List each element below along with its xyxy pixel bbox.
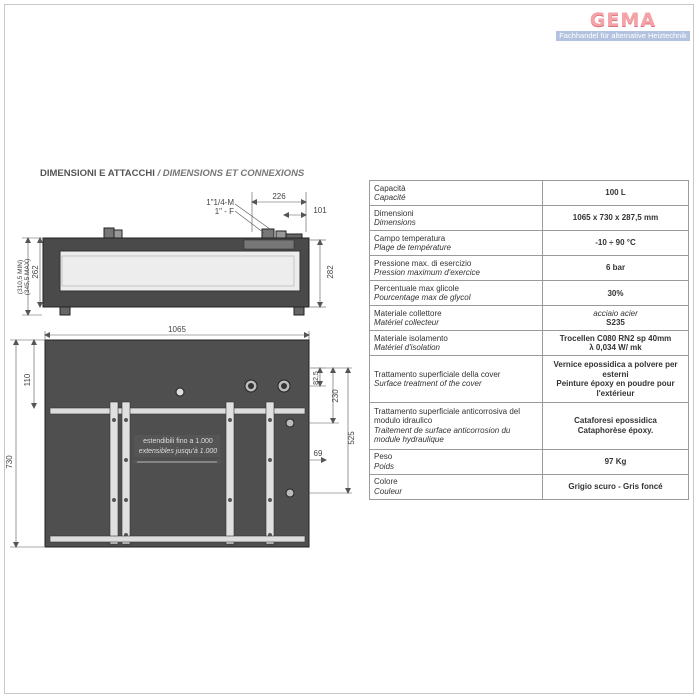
spec-value-line: λ 0,034 W/ mk [589,343,642,353]
label-conn-f: 1" - F [214,207,234,216]
logo-wordmark: GEMA [589,9,657,31]
spec-label [370,331,543,356]
spec-value-line: 6 bar [605,263,626,273]
spec-row [370,181,689,206]
spec-label [370,256,543,281]
dim-min: (310,5 MIN) [17,259,24,295]
dim-230: 230 [331,389,340,403]
spec-label-it: Capacità [374,183,406,193]
spec-label-fr: Matériel collecteur [374,318,439,328]
foot-right [294,307,304,315]
spec-label-fr: Poids [374,461,395,471]
dim-282: 282 [326,265,335,279]
spec-value [543,181,689,206]
logo-tagline: Fachhandel für alternative Heiztechnik [556,31,690,41]
spec-value [543,356,689,403]
spec-label [370,449,543,474]
spec-value-line: Grigio scuro - Gris foncé [568,482,663,492]
spec-label-fr: Capacité [374,193,406,203]
spec-label [370,403,543,450]
spec-row [370,403,689,450]
port-center [176,388,184,396]
dim-730: 730 [5,455,14,469]
spec-row [370,331,689,356]
spec-value [543,281,689,306]
spec-label [370,474,543,499]
spec-value [543,206,689,231]
spec-label-it: Trattamento superficiale della cover [374,369,501,379]
spec-label-fr: Pression maximum d'exercice [374,268,481,278]
spec-label-it: Pressione max. di esercizio [374,258,472,268]
section-title-it: DIMENSIONI E ATTACCHI [40,168,155,179]
spec-label-fr: Couleur [374,486,403,496]
dim-max: (345,5 MAX) [24,258,31,296]
spec-label-fr: Surface treatment of the cover [374,379,482,389]
spec-label-it: Trattamento superficiale anticorrosiva del modulo idraulico [374,406,520,426]
spec-label [370,356,543,403]
dim-110: 110 [23,373,32,387]
dim-1065: 1065 [168,325,186,334]
spec-label-it: Materiale isolamento [374,333,448,343]
dim-69: 69 [313,449,323,458]
spec-label-fr: Dimensions [374,218,416,228]
spec-value [543,403,689,450]
spec-value-line: Vernice epossidica a polvere per esterni [553,360,678,379]
spec-label-fr: Traitement de surface anticorrosion du module hydraulique [374,425,511,445]
fitting-right [262,229,274,238]
spec-label [370,206,543,231]
spec-label [370,231,543,256]
spec-label-it: Campo temperatura [374,233,446,243]
side-window [60,251,300,291]
label-ext-it: estendibili fino a 1.000 [143,438,213,445]
spec-value-line: Trocellen C080 RN2 sp 40mm [559,333,672,343]
spec-table [369,180,689,500]
label-conn-m: 1"1/4-M [206,198,234,207]
spec-label-fr: Matériel d'isolation [374,343,441,353]
port-lower-1 [286,419,294,427]
spec-row [370,281,689,306]
spec-row [370,206,689,231]
spec-value-line: S235 [606,318,625,328]
foot-left [60,307,70,315]
side-view [17,192,335,315]
spec-value-line: Peinture époxy en poudre pour [556,379,675,389]
spec-value-line: 1065 x 730 x 287,5 mm [572,213,659,223]
spec-row [370,474,689,499]
spec-label-fr: Plage de température [374,243,451,253]
spec-value [543,256,689,281]
spec-value [543,331,689,356]
dim-82-5: 82,5 [313,371,320,385]
spec-value [543,306,689,331]
port-lower-2 [286,489,294,497]
label-ext-fr: extensibles jusqu'à 1.000 [138,448,218,455]
spec-label [370,181,543,206]
spec-row [370,256,689,281]
spec-label-it: Percentuale max glicole [374,283,459,293]
dim-262: 262 [31,265,40,279]
spec-label-fr: Pourcentage max de glycol [374,293,471,303]
spec-value-line: l'extérieur [596,388,635,398]
fitting-left [104,228,114,238]
section-title-fr: / DIMENSIONS ET CONNEXIONS [157,168,305,179]
spec-label [370,306,543,331]
spec-value-line: Cataforesi epossidica [574,416,657,426]
spec-value [543,449,689,474]
top-view [5,325,356,547]
spec-value-line: -10 ÷ 90 °C [595,238,636,248]
spec-value-line: 97 Kg [604,457,627,467]
spec-label-it: Dimensioni [374,208,414,218]
spec-label [370,281,543,306]
spec-value-line: Cataphorèse époxy. [577,425,654,435]
spec-row [370,231,689,256]
spec-row [370,449,689,474]
spec-value-italic: acciaio acier [593,308,638,318]
dim-226: 226 [272,192,286,201]
spec-label-it: Peso [374,452,393,462]
spec-row [370,356,689,403]
spec-value [543,474,689,499]
spec-value-line: 100 L [605,188,626,198]
dim-101: 101 [313,206,327,215]
spec-value [543,231,689,256]
dim-525: 525 [347,431,356,445]
spec-label-it: Colore [374,477,398,487]
spec-label-it: Materiale collettore [374,308,442,318]
spec-row [370,306,689,331]
spec-value-line: 30% [607,288,624,298]
